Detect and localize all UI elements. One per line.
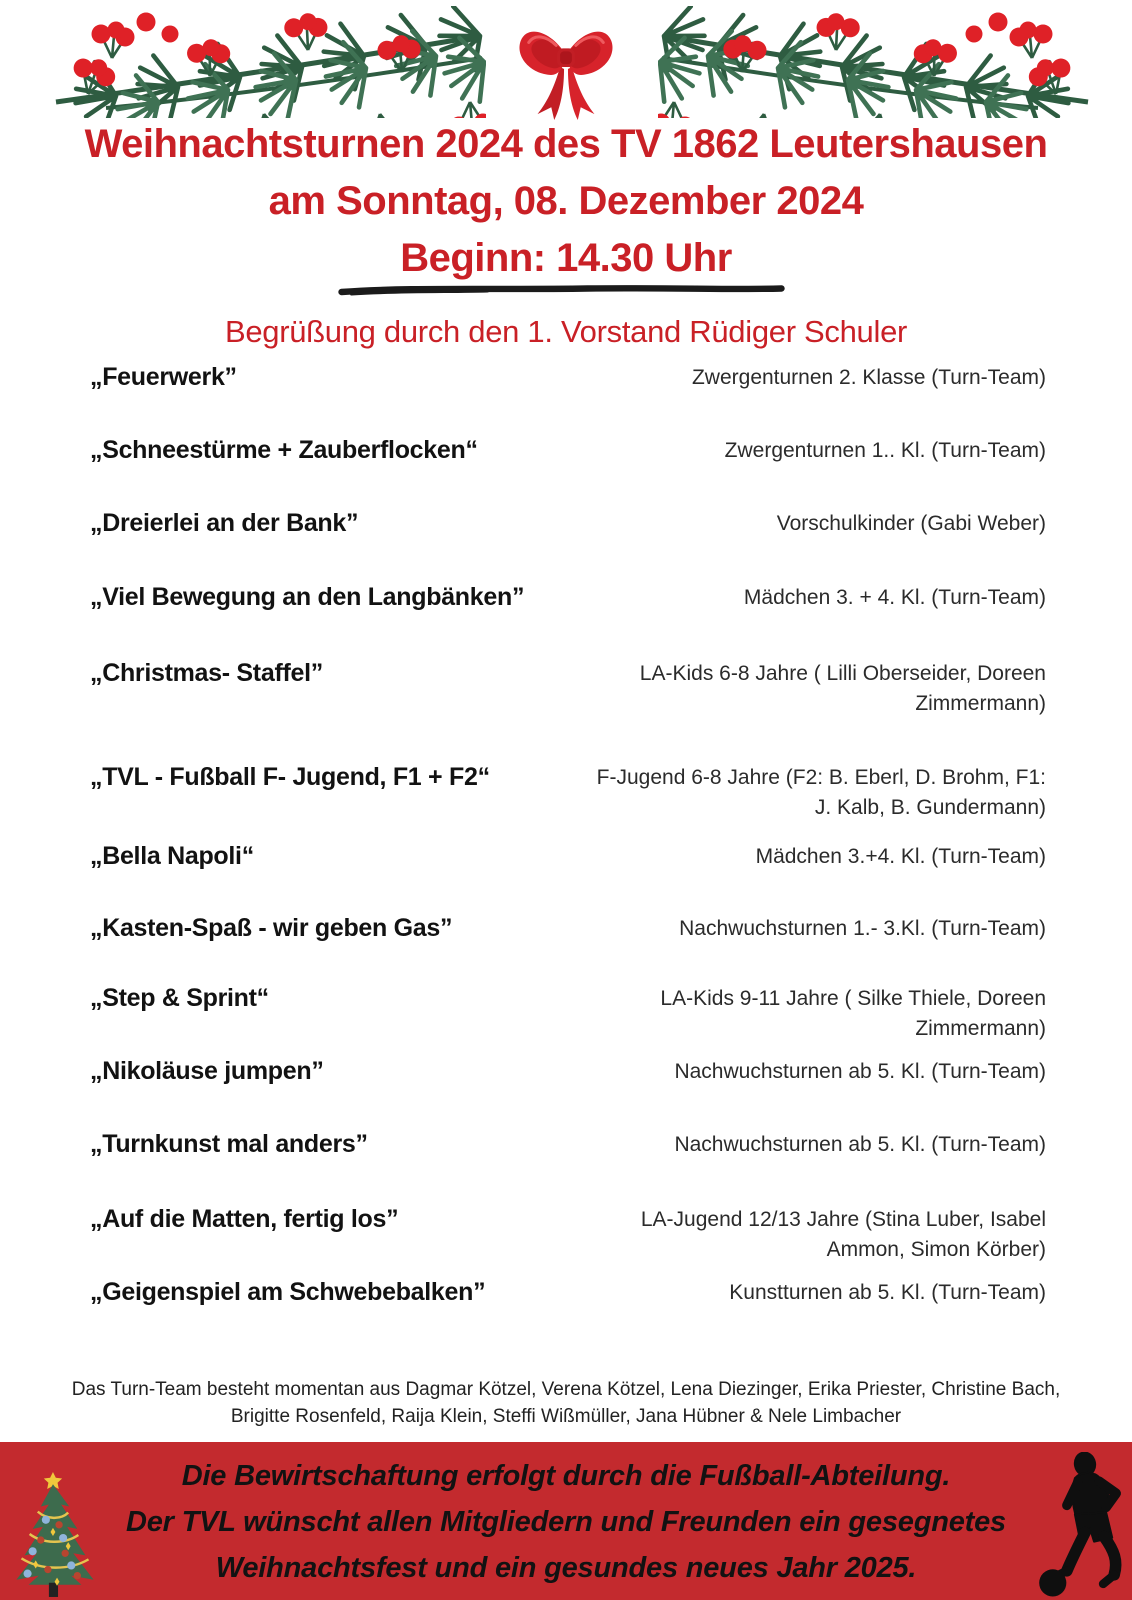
program-row bbox=[90, 1277, 1046, 1308]
banner-line-1: Die Bewirtschaftung erfolgt durch die Fußball-Abteilung. bbox=[181, 1460, 951, 1492]
bottom-banner bbox=[0, 1442, 1132, 1600]
program-group: Kunstturnen ab 5. Kl. (Turn-Team) bbox=[729, 1281, 1046, 1304]
program-name: „Schneestürme + Zauberflocken“ bbox=[90, 436, 478, 464]
program-group: Zwergenturnen 1.. Kl. (Turn-Team) bbox=[724, 439, 1046, 462]
program-list bbox=[90, 362, 1046, 1308]
banner-line-3: Weihnachtsfest und ein gesundes neues Jahr 2025. bbox=[215, 1552, 917, 1584]
pine-garland-icon bbox=[658, 6, 1094, 118]
banner-line-2: Der TVL wünscht allen Mitgliedern und Freunden ein gesegnetes bbox=[126, 1506, 1006, 1538]
program-row bbox=[90, 1129, 1046, 1204]
banner-text bbox=[0, 1442, 1132, 1591]
program-name: „Bella Napoli“ bbox=[90, 842, 254, 870]
program-name: „Christmas- Staffel” bbox=[90, 659, 323, 687]
program-name: „Nikoläuse jumpen” bbox=[90, 1057, 324, 1085]
title-line-1: Weihnachtsturnen 2024 des TV 1862 Leutershausen bbox=[84, 122, 1048, 166]
title-line-2: am Sonntag, 08. Dezember 2024 bbox=[268, 179, 864, 223]
program-name: „Step & Sprint“ bbox=[90, 984, 269, 1012]
program-row bbox=[90, 841, 1046, 913]
program-name: „Viel Bewegung an den Langbänken” bbox=[90, 583, 525, 611]
program-row bbox=[90, 658, 1046, 762]
program-name: „Kasten-Spaß - wir geben Gas” bbox=[90, 914, 453, 942]
program-row bbox=[90, 362, 1046, 435]
program-name: „Dreierlei an der Bank” bbox=[90, 509, 359, 537]
program-group: LA-Jugend 12/13 Jahre (Stina Luber, Isabel Ammon, Simon Körber) bbox=[640, 1208, 1046, 1261]
brush-stroke-divider bbox=[338, 282, 786, 298]
pine-garland-icon bbox=[50, 6, 486, 118]
program-group: Mädchen 3.+4. Kl. (Turn-Team) bbox=[755, 845, 1046, 868]
program-row bbox=[90, 913, 1046, 983]
title-line-3: Beginn: 14.30 Uhr bbox=[400, 236, 732, 280]
page-title bbox=[0, 116, 1132, 287]
program-name: „Turnkunst mal anders” bbox=[90, 1130, 368, 1158]
program-row bbox=[90, 762, 1046, 841]
program-row bbox=[90, 983, 1046, 1056]
program-group: Vorschulkinder (Gabi Weber) bbox=[776, 512, 1046, 535]
program-row bbox=[90, 508, 1046, 582]
program-group: F-Jugend 6-8 Jahre (F2: B. Eberl, D. Brohm, F1: J. Kalb, B. Gundermann) bbox=[596, 766, 1046, 819]
program-group: Mädchen 3. + 4. Kl. (Turn-Team) bbox=[743, 586, 1046, 609]
program-group: LA-Kids 6-8 Jahre ( Lilli Oberseider, Doreen Zimmermann) bbox=[639, 662, 1046, 715]
program-name: „Geigenspiel am Schwebebalken” bbox=[90, 1278, 486, 1306]
turn-team-note: Das Turn-Team besteht momentan aus Dagmar Kötzel, Verena Kötzel, Lena Diezinger, Erika Priester, Christine Bach, Brigitte Rosenfeld, Raija Klein, Steffi Wißmüller, Jana Hübner & Nele Limbacher bbox=[71, 1379, 1061, 1427]
program-group: Nachwuchsturnen ab 5. Kl. (Turn-Team) bbox=[674, 1060, 1046, 1083]
greeting-subtitle: Begrüßung durch den 1. Vorstand Rüdiger Schuler bbox=[224, 314, 908, 349]
program-group: Nachwuchsturnen 1.- 3.Kl. (Turn-Team) bbox=[679, 917, 1046, 940]
program-row bbox=[90, 582, 1046, 658]
red-bow-icon bbox=[513, 16, 619, 122]
program-group: Zwergenturnen 2. Klasse (Turn-Team) bbox=[691, 366, 1046, 389]
program-name: „Auf die Matten, fertig los” bbox=[90, 1205, 399, 1233]
header-decoration bbox=[0, 4, 1132, 122]
program-name: „Feuerwerk” bbox=[90, 363, 237, 391]
program-name: „TVL - Fußball F- Jugend, F1 + F2“ bbox=[90, 763, 490, 791]
program-group: LA-Kids 9-11 Jahre ( Silke Thiele, Doreen Zimmermann) bbox=[660, 987, 1046, 1040]
program-row bbox=[90, 435, 1046, 508]
program-row bbox=[90, 1204, 1046, 1277]
program-group: Nachwuchsturnen ab 5. Kl. (Turn-Team) bbox=[674, 1133, 1046, 1156]
program-row bbox=[90, 1056, 1046, 1129]
